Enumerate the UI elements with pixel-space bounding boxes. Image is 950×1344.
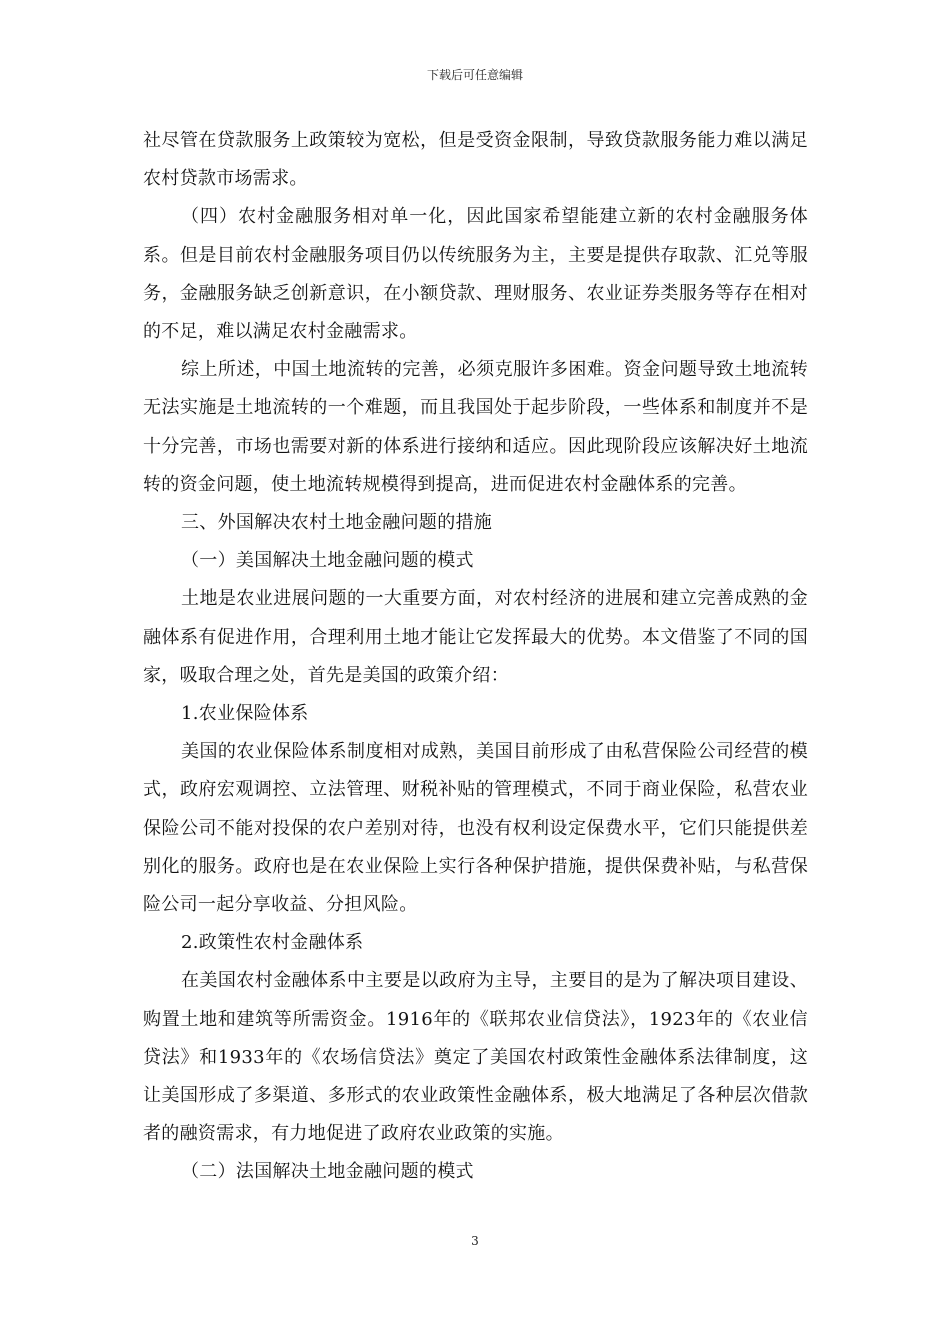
paragraph-continuation: 社尽管在贷款服务上政策较为宽松，但是受资金限制，导致贷款服务能力难以满足农村贷款市场需求。 (143, 130, 808, 190)
paragraph-item-four: （四）农村金融服务相对单一化，因此国家希望能建立新的农村金融服务体系。但是目前农村金融服务项目仍以传统服务为主，主要是提供存取款、汇兑等服务，金融服务缺乏创新意识，在小额贷款、理财服务、农业证券类服务等存在相对的不足，难以满足农村金融需求。 (143, 206, 808, 343)
paragraph-policy-finance: 在美国农村金融体系中主要是以政府为主导，主要目的是为了解决项目建设、购置土地和建筑等所需资金。1916年的《联邦农业信贷法》，1923年的《农业信贷法》和1933年的《农场信贷法》奠定了美国农村政策性金融体系法律制度，这让美国形成了多渠道、多形式的农业政策性金融体系，极大地满足了各种层次借款者的融资需求，有力地促进了政府农业政策的实施。 (143, 970, 808, 1145)
page-header: 下载后可任意编辑 (426, 68, 523, 82)
paragraph-insurance-system: 美国的农业保险体系制度相对成熟，美国目前形成了由私营保险公司经营的模式，政府宏观调控、立法管理、财税补贴的管理模式，不同于商业保险，私营农业保险公司不能对投保的农户差别对待，也没有权利设定保费水平，它们只能提供差别化的服务。政府也是在农业保险上实行各种保护措施，提供保费补贴，与私营保险公司一起分享收益、分担风险。 (143, 741, 808, 916)
subsection-heading-france: （二）法国解决土地金融问题的模式 (181, 1161, 474, 1183)
page-number: 3 (471, 1234, 479, 1248)
heading-policy-finance: 2.政策性农村金融体系 (181, 932, 364, 954)
paragraph-land-intro: 土地是农业进展问题的一大重要方面，对农村经济的进展和建立完善成熟的金融体系有促进作用，合理利用土地才能让它发挥最大的优势。本文借鉴了不同的国家，吸取合理之处，首先是美国的政策介绍： (143, 588, 808, 686)
paragraph-summary: 综上所述，中国土地流转的完善，必须克服许多困难。资金问题导致土地流转无法实施是土地流转的一个难题，而且我国处于起步阶段，一些体系和制度并不是十分完善，市场也需要对新的体系进行接纳和适应。因此现阶段应该解决好土地流转的资金问题，使土地流转规模得到提高，进而促进农村金融体系的完善。 (143, 359, 808, 495)
subsection-heading-usa: （一）美国解决土地金融问题的模式 (181, 550, 474, 572)
document-body (143, 122, 808, 1192)
section-heading-three: 三、外国解决农村土地金融问题的措施 (181, 512, 493, 534)
heading-agricultural-insurance: 1.农业保险体系 (181, 703, 309, 725)
